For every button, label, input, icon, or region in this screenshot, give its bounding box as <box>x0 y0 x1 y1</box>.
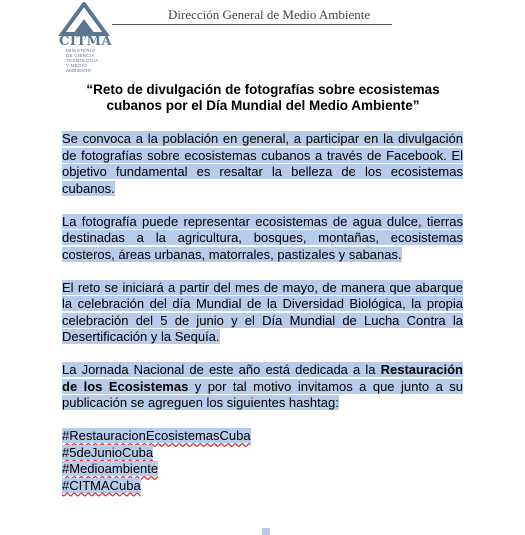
highlight-restauracion: Restauración de los Ecosistemas <box>62 362 463 394</box>
hashtag-item[interactable]: #RestauracionEcosistemasCuba <box>62 428 251 443</box>
paragraph-2[interactable]: La fotografía puede representar ecosistemas de agua dulce, tierras destinadas a la agricultura, bosques, montañas, ecosistemas costeros, áreas urbanas, matorrales, pastizales y sabanas. <box>62 213 463 262</box>
citma-logo <box>58 2 113 74</box>
logo-name: CITMA <box>59 34 113 49</box>
logo-subtitle: MINISTERIO DE CIENCIA TECNOLOGIA Y MEDIO AMBIENTE <box>66 48 99 73</box>
document-body[interactable] <box>62 131 463 494</box>
document-heading[interactable]: “Reto de divulgación de fotografías sobre ecosistemas cubanos por el Día Mundial del Medio Ambiente” <box>86 82 440 113</box>
header-title: Dirección General de Medio Ambiente <box>168 7 371 22</box>
paragraph-1[interactable]: Se convoca a la población en general, a participar en la divulgación de fotografías sobre ecosistemas cubanos a través de Facebook. El objetivo fundamental es resaltar la belleza de los ecosistemas cubanos. <box>62 131 463 196</box>
hashtag-item[interactable]: #5deJunioCuba <box>62 444 154 460</box>
citma-triangle-icon <box>58 2 110 36</box>
header-divider <box>112 24 392 25</box>
hashtag-item[interactable]: #Medioambiente <box>62 461 159 476</box>
paragraph-4[interactable]: La Jornada Nacional de este año está dedicada a la Restauración de los Ecosistemas y por tal motivo invitamos a que junto a su publicación se agreguen los siguientes hashtag: <box>62 362 463 410</box>
hashtag-list <box>62 428 463 494</box>
paragraph-mark-selection <box>262 528 270 535</box>
paragraph-3[interactable]: El reto se iniciará a partir del mes de mayo, de manera que abarque la celebración del día Mundial de la Diversidad Biológica, la propia celebración del 5 de junio y el Día Mundial de Lucha Contra la Desertificación y la Sequía. <box>62 279 463 344</box>
hashtag-item[interactable]: #CITMACuba <box>62 477 141 493</box>
